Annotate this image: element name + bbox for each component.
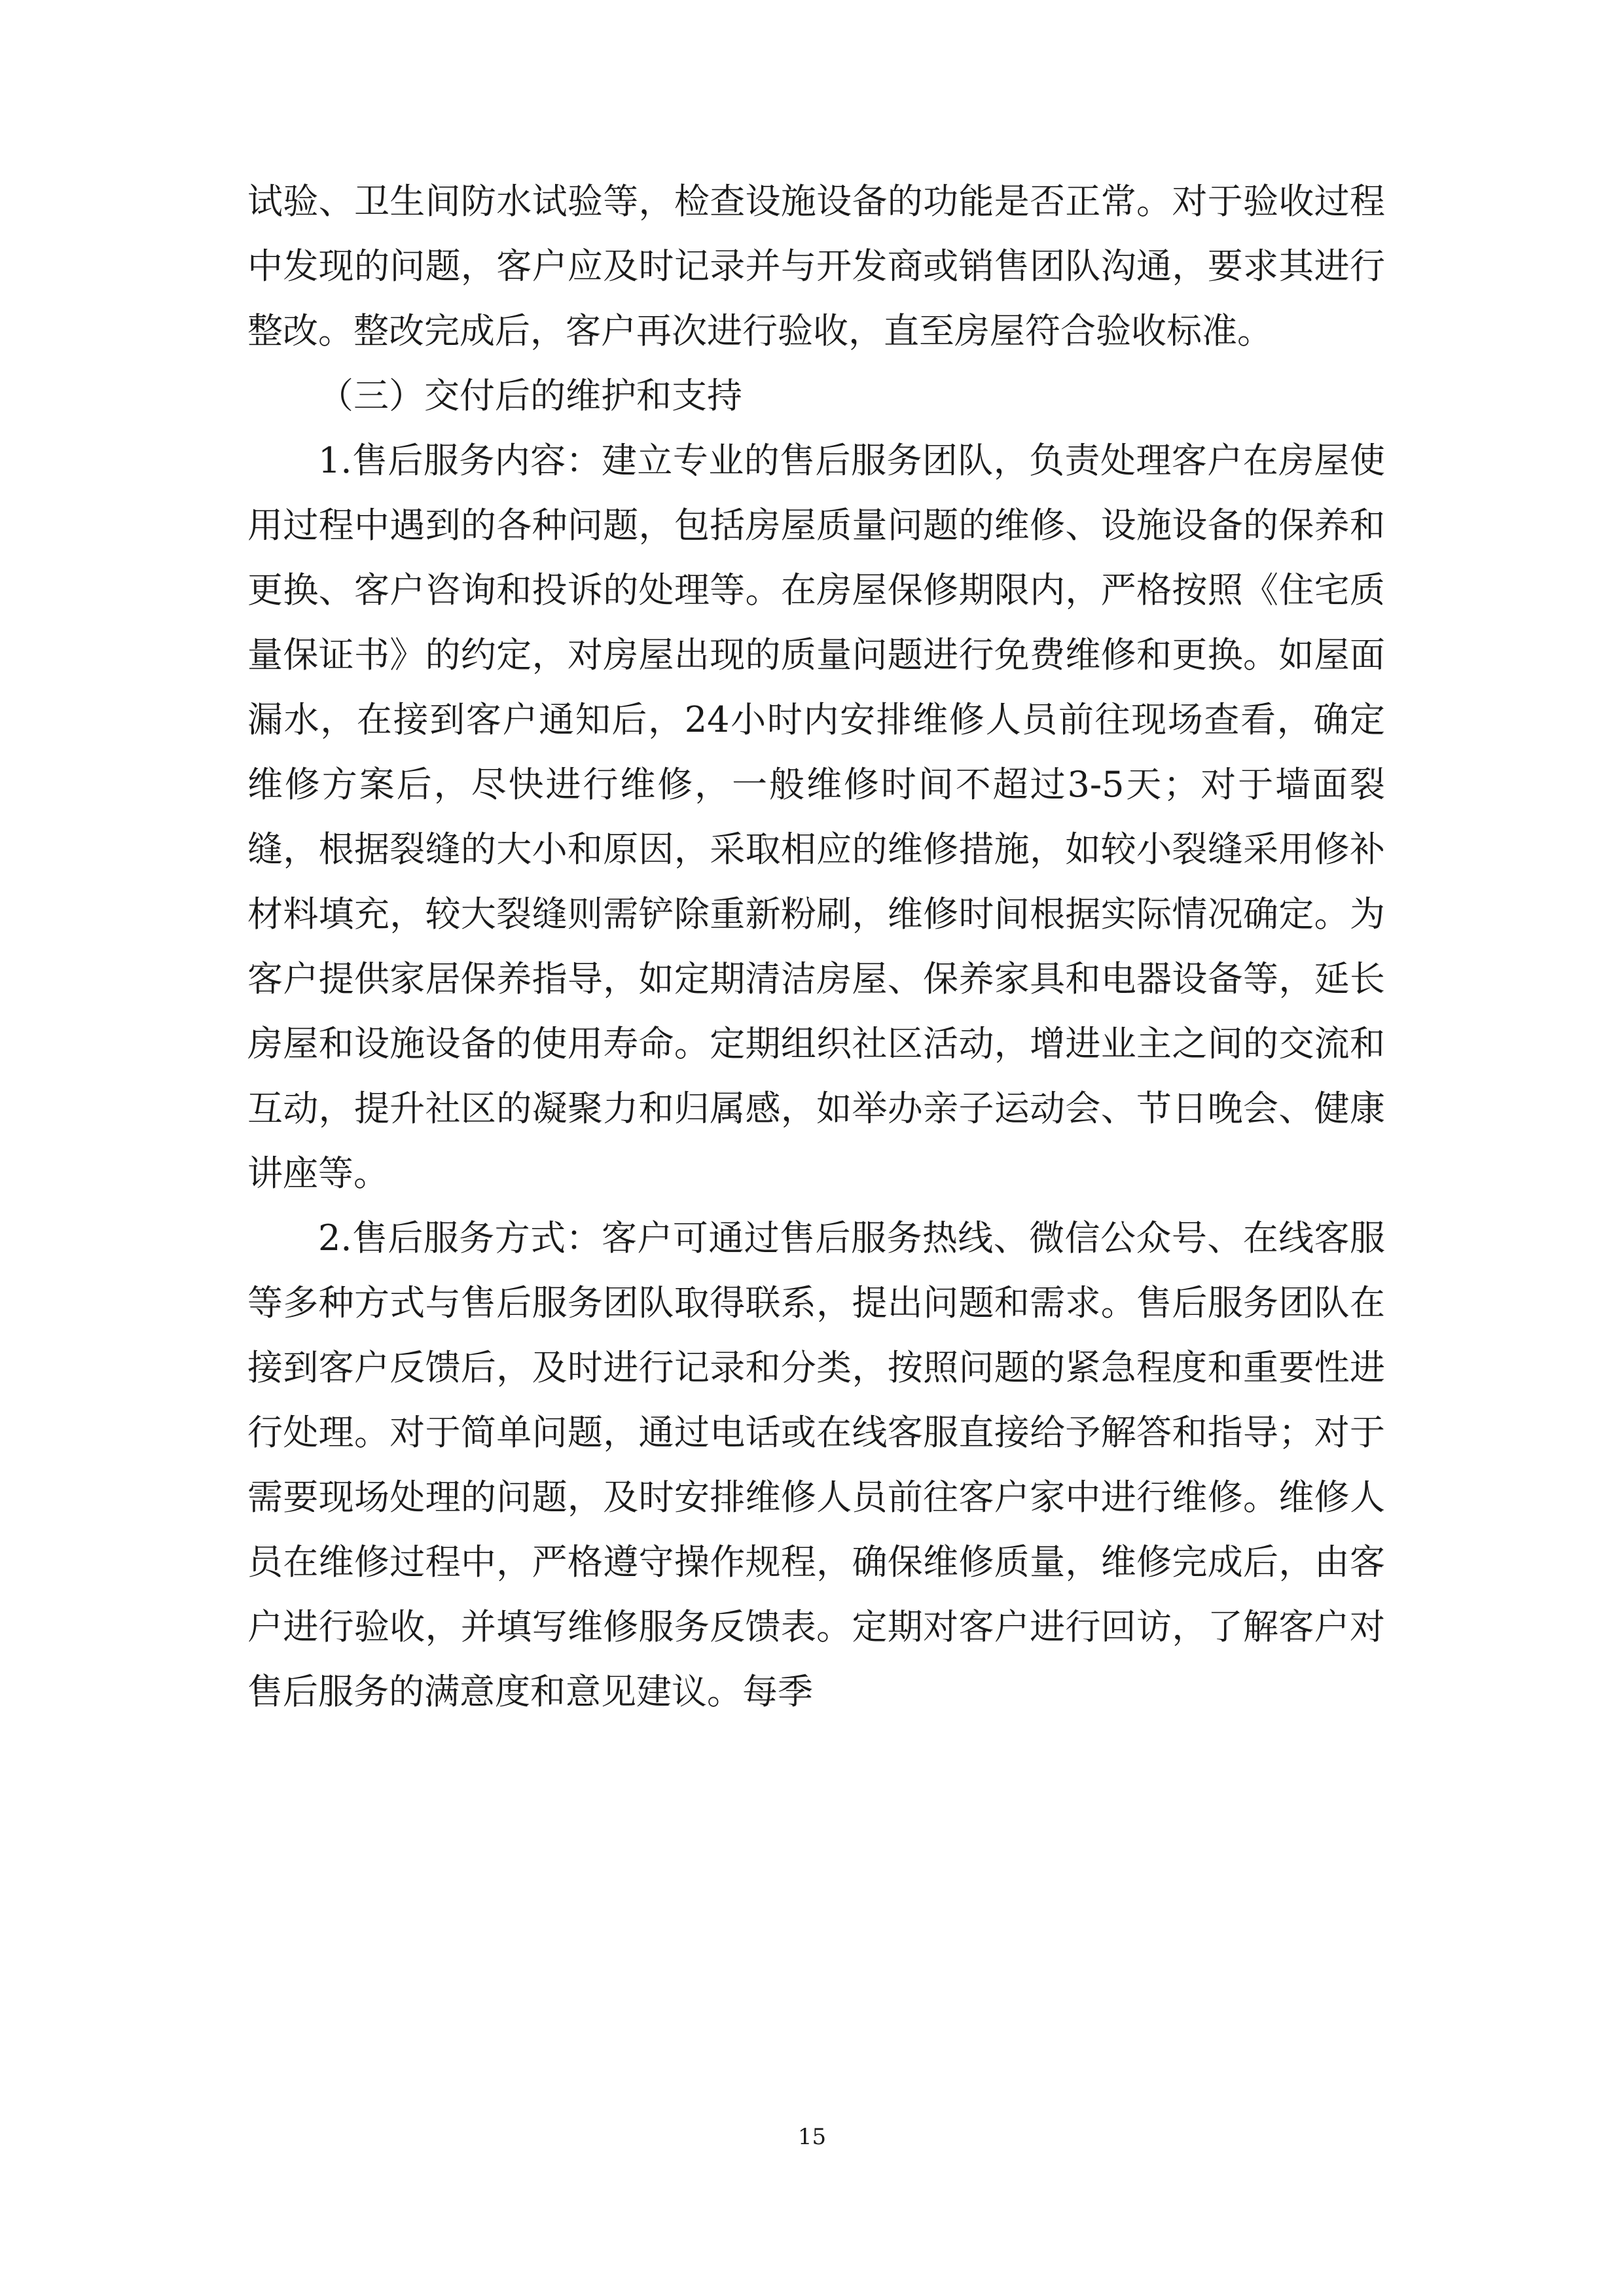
body-text [247,169,1385,1724]
paragraph-after-sales-methods: 2.售后服务方式：客户可通过售后服务热线、微信公众号、在线客服等多种方式与售后服务团队取得联系，提出问题和需求。售后服务团队在接到客户反馈后，及时进行记录和分类，按照问题的紧急程度和重要性进行处理。对于简单问题，通过电话或在线客服直接给予解答和指导；对于需要现场处理的问题，及时安排维修人员前往客户家中进行维修。维修人员在维修过程中，严格遵守操作规程，确保维修质量，维修完成后，由客户进行验收，并填写维修服务反馈表。定期对客户进行回访，了解客户对售后服务的满意度和意见建议。每季 [247,1217,1385,1712]
paragraph-continuation: 试验、卫生间防水试验等，检查设施设备的功能是否正常。对于验收过程中发现的问题，客户应及时记录并与开发商或销售团队沟通，要求其进行整改。整改完成后，客户再次进行验收，直至房屋符合验收标准。 [247,181,1385,351]
paragraph-after-sales-content: 1.售后服务内容：建立专业的售后服务团队，负责处理客户在房屋使用过程中遇到的各种问题，包括房屋质量问题的维修、设施设备的保养和更换、客户咨询和投诉的处理等。在房屋保修期限内，严格按照《住宅质量保证书》的约定，对房屋出现的质量问题进行免费维修和更换。如屋面漏水，在接到客户通知后，24小时内安排维修人员前往现场查看，确定维修方案后，尽快进行维修，一般维修时间不超过3-5天；对于墙面裂缝，根据裂缝的大小和原因，采取相应的维修措施，如较小裂缝采用修补材料填充，较大裂缝则需铲除重新粉刷，维修时间根据实际情况确定。为客户提供家居保养指导，如定期清洁房屋、保养家具和电器设备等，延长房屋和设施设备的使用寿命。定期组织社区活动，增进业主之间的交流和互动，提升社区的凝聚力和归属感，如举办亲子运动会、节日晚会、健康讲座等。 [247,440,1385,1194]
page-number: 15 [797,2124,827,2150]
section-heading: （三）交付后的维护和支持 [318,375,742,416]
